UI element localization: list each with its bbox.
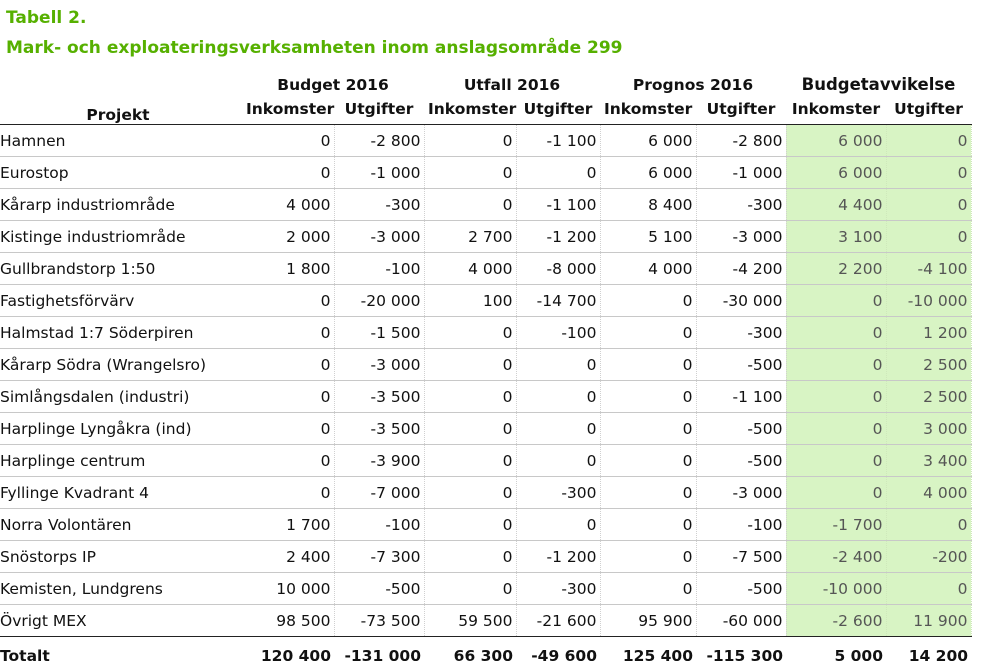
table-row (0, 541, 971, 573)
value-cell: 0 (424, 477, 516, 509)
project-name-cell: Simlångsdalen (industri) (0, 381, 242, 413)
deviation-cell: 0 (786, 285, 886, 317)
table-row (0, 317, 971, 349)
value-cell: 5 100 (600, 221, 696, 253)
table-row (0, 189, 971, 221)
deviation-cell: 0 (886, 573, 971, 605)
deviation-cell: -2 600 (786, 605, 886, 637)
value-cell: 2 000 (242, 221, 334, 253)
total-cell: 66 300 (453, 647, 513, 665)
deviation-cell: -200 (886, 541, 971, 573)
deviation-cell: 6 000 (786, 125, 886, 157)
table-row (0, 221, 971, 253)
value-cell: 0 (600, 509, 696, 541)
value-cell: 0 (516, 157, 600, 189)
value-cell: 10 000 (242, 573, 334, 605)
deviation-cell: 0 (786, 381, 886, 413)
value-cell: -14 700 (516, 285, 600, 317)
header-budget-utgifter: Utgifter (334, 94, 424, 125)
header-avvikelse-utgifter: Utgifter (886, 94, 971, 125)
table-title: Mark- och exploateringsverksamheten inom anslagsområde 299 (6, 38, 623, 58)
header-utfall-utgifter: Utgifter (516, 94, 600, 125)
project-name-cell: Fyllinge Kvadrant 4 (0, 477, 242, 509)
project-name-cell: Fastighetsförvärv (0, 285, 242, 317)
table-caption: Tabell 2. (6, 8, 87, 28)
value-cell: 0 (424, 189, 516, 221)
value-cell: 0 (516, 413, 600, 445)
total-cell: 120 400 (260, 647, 331, 665)
header-prognos-utgifter: Utgifter (696, 94, 786, 125)
value-cell: -300 (696, 189, 786, 221)
value-cell: -1 100 (696, 381, 786, 413)
total-cell: -115 300 (706, 647, 784, 665)
value-cell: 1 700 (242, 509, 334, 541)
value-cell: 98 500 (242, 605, 334, 637)
value-cell: -3 500 (334, 381, 424, 413)
table-row (0, 413, 971, 445)
deviation-cell: 0 (786, 445, 886, 477)
value-cell: 0 (516, 381, 600, 413)
value-cell: 0 (242, 157, 334, 189)
value-cell: -1 100 (516, 125, 600, 157)
total-cell: 125 400 (622, 647, 693, 665)
value-cell: 2 700 (424, 221, 516, 253)
deviation-cell: 3 000 (886, 413, 971, 445)
value-cell: 0 (516, 509, 600, 541)
value-cell: 0 (242, 125, 334, 157)
value-cell: -3 000 (696, 221, 786, 253)
deviation-cell: -1 700 (786, 509, 886, 541)
deviation-cell: 11 900 (886, 605, 971, 637)
value-cell: 0 (424, 413, 516, 445)
value-cell: 0 (424, 157, 516, 189)
value-cell: -7 500 (696, 541, 786, 573)
value-cell: 0 (600, 317, 696, 349)
value-cell: -1 000 (334, 157, 424, 189)
table-row (0, 285, 971, 317)
deviation-cell: 6 000 (786, 157, 886, 189)
project-name-cell: Hamnen (0, 125, 242, 157)
value-cell: 0 (242, 285, 334, 317)
value-cell: -500 (696, 445, 786, 477)
deviation-cell: 3 100 (786, 221, 886, 253)
table-row (0, 445, 971, 477)
value-cell: 0 (600, 477, 696, 509)
project-name-cell: Harplinge centrum (0, 445, 242, 477)
header-prognos-inkomster: Inkomster (600, 94, 696, 125)
value-cell: -1 500 (334, 317, 424, 349)
header-budget-inkomster: Inkomster (242, 94, 334, 125)
value-cell: 0 (600, 381, 696, 413)
value-cell: 0 (600, 573, 696, 605)
value-cell: -300 (516, 477, 600, 509)
value-cell: -8 000 (516, 253, 600, 285)
value-cell: -3 000 (696, 477, 786, 509)
value-cell: 0 (424, 445, 516, 477)
value-cell: -1 200 (516, 221, 600, 253)
value-cell: -1 200 (516, 541, 600, 573)
total-cell: 5 000 (834, 647, 884, 665)
deviation-cell: -10 000 (886, 285, 971, 317)
total-row (0, 637, 971, 666)
value-cell: -500 (696, 349, 786, 381)
value-cell: -60 000 (696, 605, 786, 637)
value-cell: 1 800 (242, 253, 334, 285)
value-cell: 6 000 (600, 157, 696, 189)
table-row (0, 605, 971, 637)
value-cell: 0 (600, 541, 696, 573)
deviation-cell: 0 (886, 509, 971, 541)
deviation-cell: 0 (786, 477, 886, 509)
table-row (0, 573, 971, 605)
deviation-cell: 2 500 (886, 349, 971, 381)
value-cell: 0 (516, 349, 600, 381)
value-cell: -1 000 (696, 157, 786, 189)
value-cell: 0 (600, 413, 696, 445)
value-cell: 0 (242, 317, 334, 349)
project-name-cell: Kårarp industriområde (0, 189, 242, 221)
header-utfall-inkomster: Inkomster (424, 94, 516, 125)
header-group-budget: Budget 2016 (277, 76, 389, 94)
deviation-cell: 3 400 (886, 445, 971, 477)
value-cell: 8 400 (600, 189, 696, 221)
value-cell: -100 (334, 253, 424, 285)
value-cell: -1 100 (516, 189, 600, 221)
value-cell: -21 600 (516, 605, 600, 637)
table-row (0, 349, 971, 381)
table-row (0, 125, 971, 157)
deviation-cell: 1 200 (886, 317, 971, 349)
project-name-cell: Eurostop (0, 157, 242, 189)
value-cell: 2 400 (242, 541, 334, 573)
table-row (0, 477, 971, 509)
header-group-prognos: Prognos 2016 (632, 76, 754, 94)
deviation-cell: 0 (886, 221, 971, 253)
project-name-cell: Norra Volontären (0, 509, 242, 541)
value-cell: -300 (696, 317, 786, 349)
value-cell: -3 500 (334, 413, 424, 445)
deviation-cell: 4 000 (886, 477, 971, 509)
value-cell: 0 (600, 349, 696, 381)
value-cell: 0 (424, 509, 516, 541)
value-cell: 0 (242, 477, 334, 509)
project-name-cell: Kemisten, Lundgrens (0, 573, 242, 605)
value-cell: -7 000 (334, 477, 424, 509)
deviation-cell: -10 000 (786, 573, 886, 605)
deviation-cell: -2 400 (786, 541, 886, 573)
value-cell: -4 200 (696, 253, 786, 285)
total-label: Totalt (0, 647, 50, 665)
value-cell: 0 (424, 573, 516, 605)
deviation-cell: 0 (786, 317, 886, 349)
total-cell: 14 200 (908, 647, 969, 665)
value-cell: 0 (242, 349, 334, 381)
deviation-cell: 4 400 (786, 189, 886, 221)
value-cell: -300 (516, 573, 600, 605)
project-name-cell: Snöstorps IP (0, 541, 242, 573)
value-cell: -3 900 (334, 445, 424, 477)
value-cell: 100 (424, 285, 516, 317)
value-cell: -500 (696, 413, 786, 445)
deviation-cell: -4 100 (886, 253, 971, 285)
project-name-cell: Övrigt MEX (0, 605, 242, 637)
value-cell: 0 (516, 445, 600, 477)
header-avvikelse-inkomster: Inkomster (786, 94, 886, 125)
value-cell: -7 300 (334, 541, 424, 573)
value-cell: -500 (696, 573, 786, 605)
deviation-cell: 2 500 (886, 381, 971, 413)
project-name-cell: Harplinge Lyngåkra (ind) (0, 413, 242, 445)
value-cell: -3 000 (334, 221, 424, 253)
table-row (0, 381, 971, 413)
value-cell: 0 (242, 381, 334, 413)
value-cell: -100 (334, 509, 424, 541)
value-cell: 59 500 (424, 605, 516, 637)
value-cell: -3 000 (334, 349, 424, 381)
project-name-cell: Kistinge industriområde (0, 221, 242, 253)
value-cell: 0 (424, 541, 516, 573)
header-group-budgetavvikelse: Budgetavvikelse (801, 75, 956, 94)
project-name-cell: Gullbrandstorp 1:50 (0, 253, 242, 285)
deviation-cell: 0 (786, 413, 886, 445)
total-cell: -131 000 (344, 647, 421, 665)
deviation-cell: 0 (886, 189, 971, 221)
value-cell: -100 (516, 317, 600, 349)
value-cell: 0 (424, 317, 516, 349)
value-cell: 0 (242, 445, 334, 477)
value-cell: 95 900 (600, 605, 696, 637)
deviation-cell: 2 200 (786, 253, 886, 285)
value-cell: -2 800 (696, 125, 786, 157)
value-cell: 0 (600, 285, 696, 317)
total-cell: -49 600 (531, 647, 597, 665)
value-cell: 4 000 (242, 189, 334, 221)
value-cell: -30 000 (696, 285, 786, 317)
header-projekt: Projekt (0, 66, 242, 125)
value-cell: -73 500 (334, 605, 424, 637)
value-cell: -500 (334, 573, 424, 605)
deviation-cell: 0 (886, 157, 971, 189)
value-cell: 4 000 (424, 253, 516, 285)
table-row (0, 157, 971, 189)
value-cell: 4 000 (600, 253, 696, 285)
project-name-cell: Kårarp Södra (Wrangelsro) (0, 349, 242, 381)
value-cell: 0 (600, 445, 696, 477)
value-cell: 0 (242, 413, 334, 445)
value-cell: 0 (424, 349, 516, 381)
value-cell: 0 (424, 125, 516, 157)
deviation-cell: 0 (886, 125, 971, 157)
header-group-utfall: Utfall 2016 (463, 76, 561, 94)
table-row (0, 253, 971, 285)
value-cell: 0 (424, 381, 516, 413)
value-cell: -300 (334, 189, 424, 221)
table-row (0, 509, 971, 541)
deviation-cell: 0 (786, 349, 886, 381)
value-cell: -100 (696, 509, 786, 541)
value-cell: -2 800 (334, 125, 424, 157)
value-cell: -20 000 (334, 285, 424, 317)
data-table (0, 66, 972, 665)
table-body (0, 125, 971, 637)
project-name-cell: Halmstad 1:7 Söderpiren (0, 317, 242, 349)
value-cell: 6 000 (600, 125, 696, 157)
